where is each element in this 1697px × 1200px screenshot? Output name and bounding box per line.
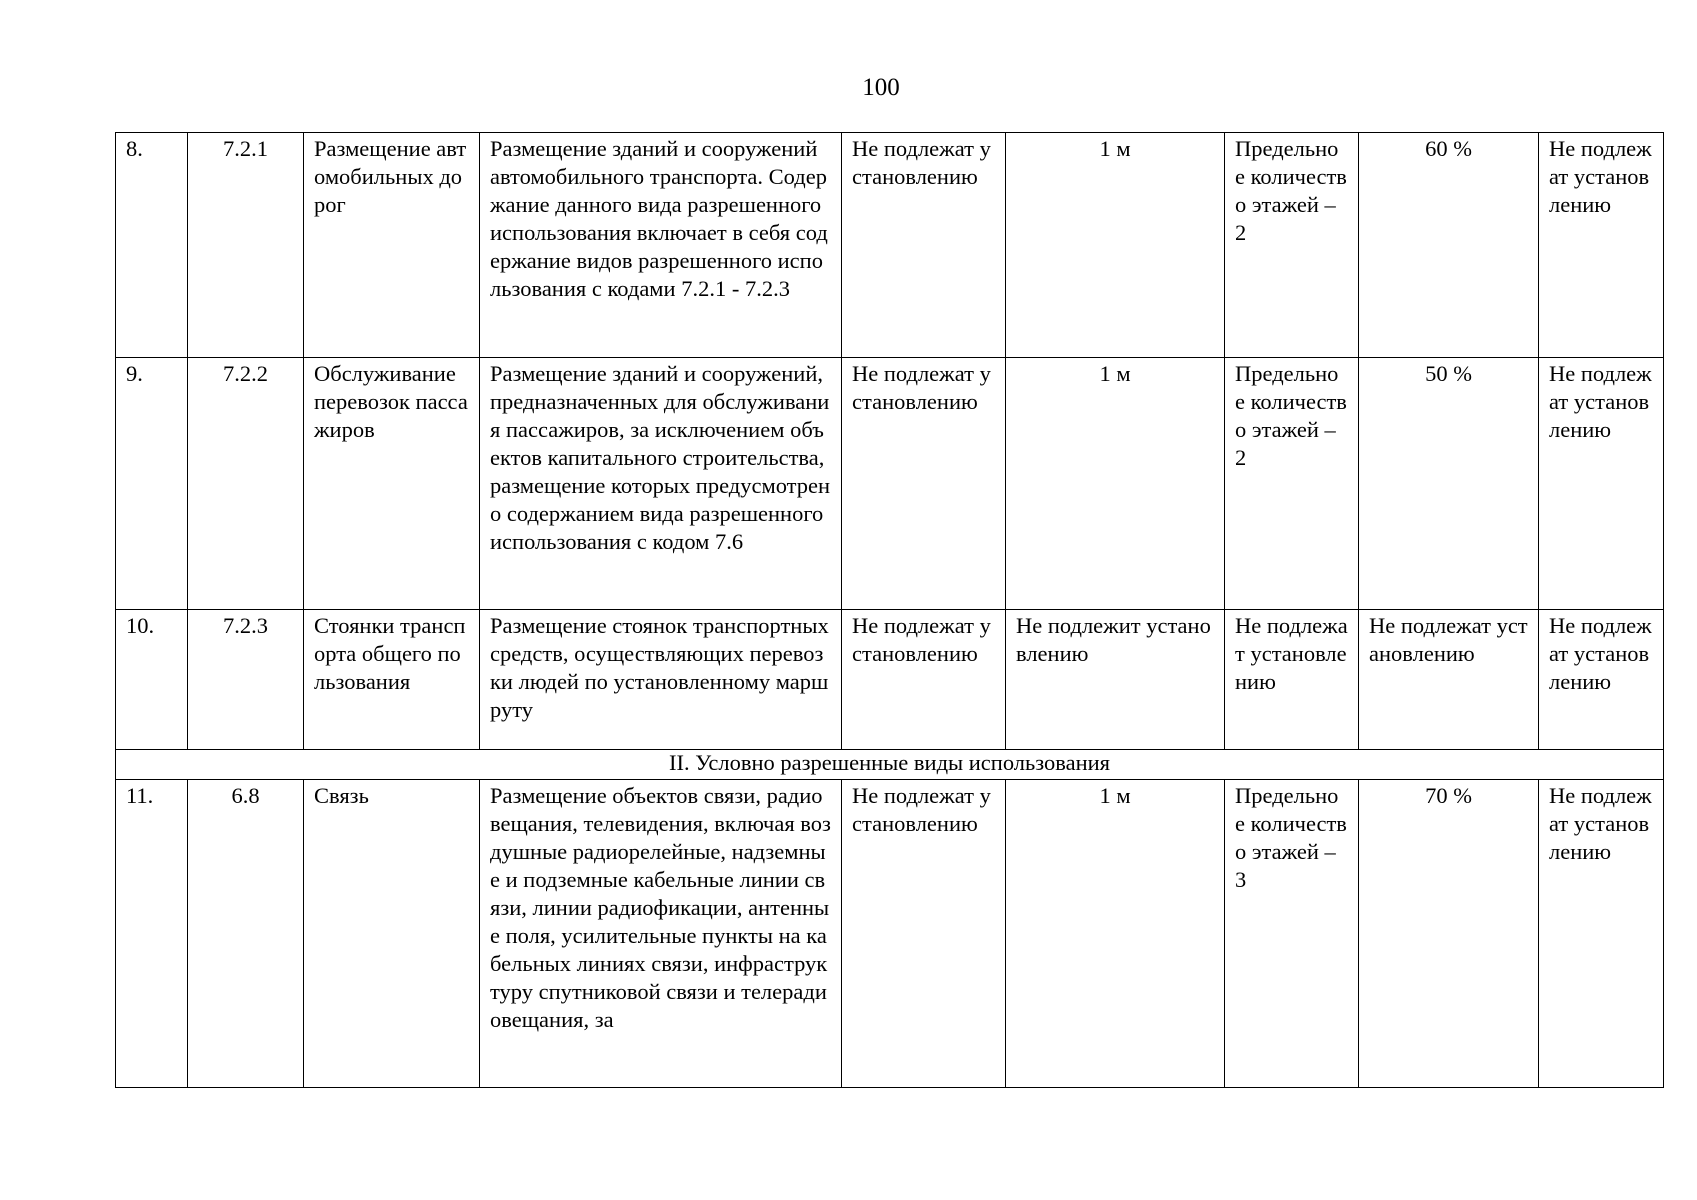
section-header-row	[116, 750, 1664, 780]
cell-col6: 1 м	[1006, 780, 1225, 1088]
cell-col7: Не подлежат установлению	[1225, 610, 1359, 750]
page-number: 100	[862, 74, 900, 101]
cell-col5: Не подлежат установлению	[842, 610, 1006, 750]
use-code: 6.8	[188, 780, 304, 1088]
use-description: Размещение зданий и сооружений, предназначенных для обслуживания пассажиров, за исключением объектов капитального строительства, размещение которых предусмотрено содержанием вида разрешенного использования с кодом 7.6	[480, 358, 842, 610]
use-description: Размещение объектов связи, радиовещания, телевидения, включая воздушные радиорелейные, надземные и подземные кабельные линии связи, линии радиофикации, антенные поля, усилительные пункты на кабельных линиях связи, инфраструктуру спутниковой связи и телерадиовещания, за	[480, 780, 842, 1088]
use-code: 7.2.3	[188, 610, 304, 750]
table-row	[116, 133, 1664, 358]
cell-col5: Не подлежат установлению	[842, 358, 1006, 610]
cell-col6: Не подлежит установлению	[1006, 610, 1225, 750]
use-description: Размещение стоянок транспортных средств, осуществляющих перевозки людей по установленному маршруту	[480, 610, 842, 750]
row-number: 9.	[116, 358, 188, 610]
cell-col9: Не подлежат установлению	[1539, 133, 1664, 358]
table-row	[116, 358, 1664, 610]
row-number: 10.	[116, 610, 188, 750]
cell-col9: Не подлежат установлению	[1539, 358, 1664, 610]
zoning-table	[115, 132, 1664, 1088]
cell-col6: 1 м	[1006, 358, 1225, 610]
cell-col8: 70 %	[1359, 780, 1539, 1088]
section-header: II. Условно разрешенные виды использования	[116, 750, 1664, 780]
cell-col5: Не подлежат установлению	[842, 780, 1006, 1088]
use-name: Размещение автомобильных дорог	[304, 133, 480, 358]
cell-col7: Предельное количество этажей – 2	[1225, 133, 1359, 358]
cell-col8: 60 %	[1359, 133, 1539, 358]
table-row	[116, 780, 1664, 1088]
cell-col7: Предельное количество этажей – 3	[1225, 780, 1359, 1088]
cell-col8: Не подлежат установлению	[1359, 610, 1539, 750]
use-name: Стоянки транспорта общего пользования	[304, 610, 480, 750]
cell-col6: 1 м	[1006, 133, 1225, 358]
use-name: Обслуживание перевозок пассажиров	[304, 358, 480, 610]
table-row	[116, 610, 1664, 750]
cell-col8: 50 %	[1359, 358, 1539, 610]
row-number: 11.	[116, 780, 188, 1088]
cell-col5: Не подлежат установлению	[842, 133, 1006, 358]
cell-col7: Предельное количество этажей – 2	[1225, 358, 1359, 610]
cell-col9: Не подлежат установлению	[1539, 780, 1664, 1088]
use-name: Связь	[304, 780, 480, 1088]
use-code: 7.2.2	[188, 358, 304, 610]
row-number: 8.	[116, 133, 188, 358]
cell-col9: Не подлежат установлению	[1539, 610, 1664, 750]
use-code: 7.2.1	[188, 133, 304, 358]
use-description: Размещение зданий и сооружений автомобильного транспорта. Содержание данного вида разрешенного использования включает в себя содержание видов разрешенного использования с кодами 7.2.1 - 7.2.3	[480, 133, 842, 358]
